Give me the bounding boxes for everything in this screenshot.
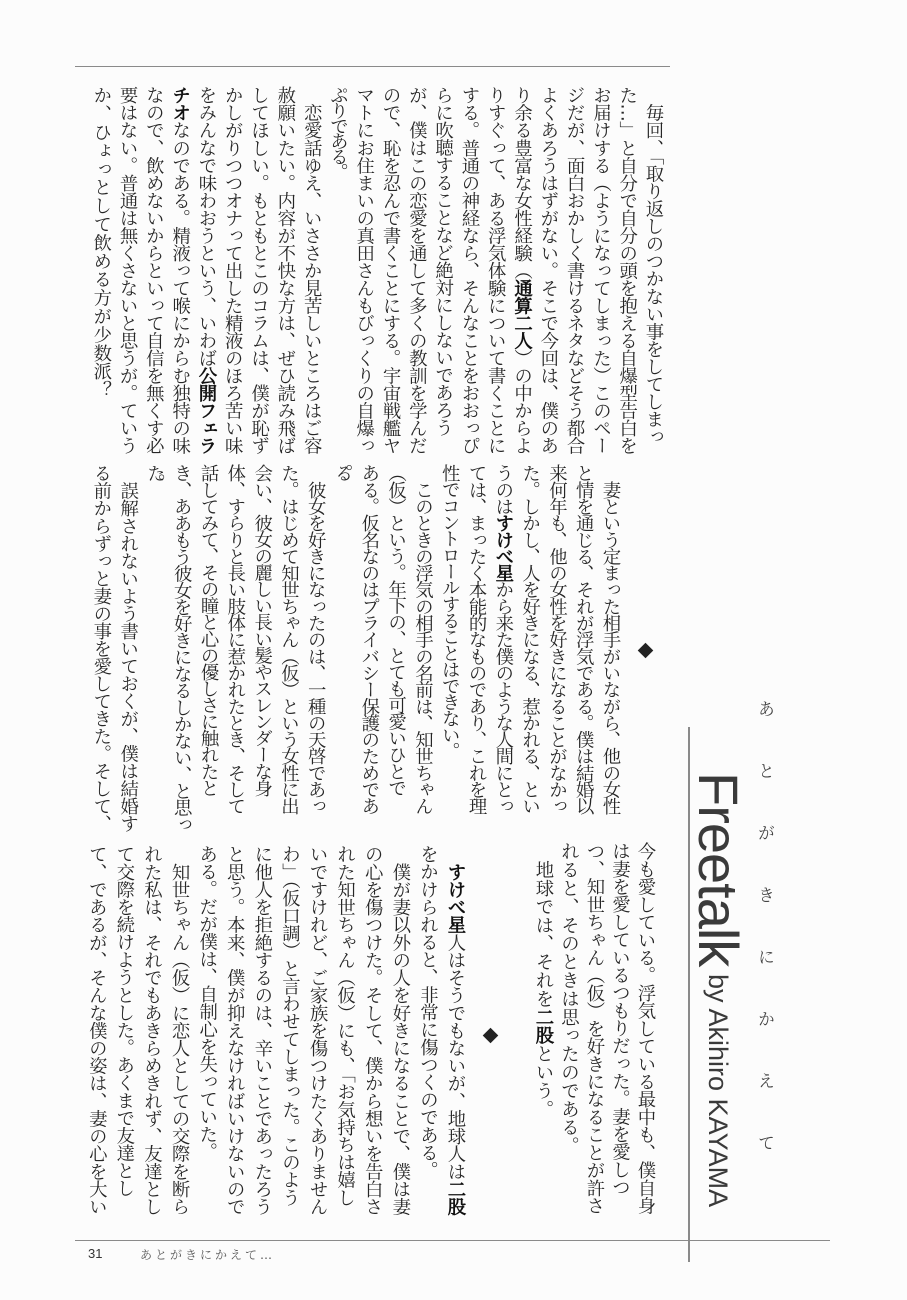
text-column: ある。仮名なのはプライバシー保護のためであ — [358, 464, 380, 814]
text-column: 僕が妻以外の人を好きになることで、僕は妻 — [389, 845, 411, 1215]
text-column: 地球では、それを二股という。 — [533, 842, 554, 1119]
text-block-affair — [87, 464, 623, 832]
text-column: 毎回、「取り返しのつかない事をしてしまっ — [643, 86, 664, 445]
text-column: ある。だが僕は、自制心を失っていた。 — [196, 845, 218, 1160]
text-column: 恋愛話ゆえ、いささか見苦しいところはご容 — [301, 86, 323, 454]
text-column: が、僕はこの恋愛を通して多くの教訓を学んだ — [406, 86, 428, 454]
text-column: お届けする（ようになってしまった）このペー — [590, 86, 612, 454]
text-column: をみんなで味わおうという、いわば公開フェラ — [195, 86, 217, 454]
top-rule — [75, 66, 670, 67]
text-column: 誤解されないよう書いておくが、僕は結婚す — [117, 464, 139, 832]
text-column: マトにお住まいの真田さんもびっくりの自爆っ — [353, 86, 375, 454]
text-column: このときの浮気の相手の名前は、知世ちゃん — [412, 464, 434, 814]
text-column: つ、知世ちゃん（仮）を好きになることが許さ — [584, 842, 605, 1214]
text-column: は妻を愛しているつもりだった。妻を愛しつ — [609, 842, 631, 1196]
page-number: 31 — [88, 1246, 103, 1261]
text-column: れた知世ちゃん（仮）にも、「お気持ちは嬉し — [334, 845, 356, 1206]
text-column: れた私は、それでもあきらめきれず、友達とし — [141, 845, 163, 1215]
text-column: に他人を拒絶するのは、辛いことであったろう — [251, 845, 273, 1215]
running-head: あとがきにかえて… — [140, 1248, 276, 1262]
text-column: た。はじめて知世ちゃん（仮）という女性に出 — [278, 464, 300, 814]
text-column: 彼女を好きになったのは、一種の天啓であっ — [305, 464, 327, 814]
text-column: 要はない。普通は無くさないと思うが。ていう — [117, 86, 139, 454]
text-column: か、ひょっとして飲める方が少数派？ — [90, 86, 112, 399]
text-column: りすぐって、ある浮気体験について書くことに — [485, 86, 507, 454]
text-column: 体、すらりと長い肢体に惹かれたとき、そして — [224, 464, 246, 814]
text-column: と情を通じる、それが浮気である。僕は結婚以 — [573, 464, 595, 814]
text-column: なので、飲めないからといって自信を無くす必 — [143, 86, 165, 454]
text-column: よくあろうはずがない。そこで今回は、僕のあ — [537, 86, 559, 454]
text-block-two-timing — [531, 842, 659, 1214]
text-column: 会い、彼女の麗しい長い髪やスレンダーな身 — [251, 464, 273, 796]
text-column: た。しかし、人を好きになる、惹かれる、とい — [519, 464, 541, 814]
bottom-rule — [75, 1240, 830, 1241]
column-title — [687, 772, 750, 1208]
text-column: れると、そのときは思ったのである。 — [558, 842, 580, 1155]
title-freetalk: Freetalk — [687, 772, 750, 967]
text-column: ぷりである。 — [327, 86, 349, 178]
text-column: ては、まったく本能的なものであり、これを理 — [466, 464, 488, 814]
text-column: り余る豊富な女性経験（通算二人）の中からよ — [511, 86, 533, 454]
text-column: の心を傷つけた。そして、僕から想いを告白さ — [362, 845, 384, 1215]
text-column: うのはすけべ星から来た僕のような人間にとっ — [492, 464, 514, 814]
text-column: た。 — [144, 464, 166, 483]
text-column: と思う。本来、僕が抑えなければいけないので — [224, 845, 246, 1215]
text-column: 来何年も、他の女性を好きになることがなかっ — [546, 464, 568, 814]
text-column: かしがりつつオナって出した精液のほろ苦い味 — [222, 86, 244, 454]
text-block-consequences — [83, 845, 469, 1215]
title-byline: by Akihiro KAYAMA — [703, 974, 733, 1208]
text-column: て、であるが、そんな僕の姿は、妻の心を大い — [86, 845, 108, 1215]
text-column: する。普通の神経なら、そんなことをおおっぴ — [458, 86, 480, 454]
text-column: 妻という定まった相手がいながら、他の女性 — [600, 464, 621, 814]
text-column: チオなのである。精液って喉にからむ独特の味 — [169, 86, 191, 454]
text-column: き、ああもう彼女を好きになるしかない、と思っ — [171, 464, 193, 832]
text-column: をかけられると、非常に傷つくのである。 — [417, 845, 439, 1179]
text-column: 知世ちゃん（仮）に恋人としての交際を断ら — [169, 845, 191, 1215]
text-column: る前からずっと妻の事を愛してきた。そして、 — [90, 464, 112, 832]
text-column: すけべ星人はそうでもないが、地球人は二股 — [445, 862, 466, 1216]
section-divider-diamond-icon — [638, 643, 654, 659]
text-block-intro — [87, 86, 666, 454]
text-column: わ」（仮口調）と言わせてしまった。このよう — [279, 845, 301, 1206]
text-column: 今も愛している。浮気している最中も、僕自身 — [635, 842, 656, 1214]
text-column: 性でコントロールすることはできない。 — [439, 464, 461, 759]
text-column: た…」と自分で自分の頭を抱える自爆型告白を — [616, 86, 638, 454]
text-column: ジだが、面白おかしく書けるネタなどそう都合 — [564, 86, 586, 454]
text-column: らに吹聴することなど絶対にしないであろう — [432, 86, 454, 436]
text-column: 赦願いたい。内容が不快な方は、ぜひ読み飛ば — [274, 86, 296, 454]
text-column: て交際を続けようとした。あくまで友達とし — [113, 845, 135, 1197]
title-subtitle-kana: あとがきにかえて — [754, 700, 774, 1196]
text-column: 話してみて、その瞳と心の優しさに触れたと — [198, 464, 220, 796]
text-column — [328, 464, 355, 832]
section-divider-diamond-icon — [483, 1028, 499, 1044]
text-column: してほしい。もともとこのコラムは、僕が恥ず — [248, 86, 270, 454]
text-column: いですけれど、ご家族を傷つけたくありません — [307, 845, 329, 1215]
text-column: ので、恥を忍んで書くことにする。宇宙戦艦ヤ — [380, 86, 402, 454]
text-column: （仮）という。年下の、とても可愛いひとで — [385, 464, 407, 796]
